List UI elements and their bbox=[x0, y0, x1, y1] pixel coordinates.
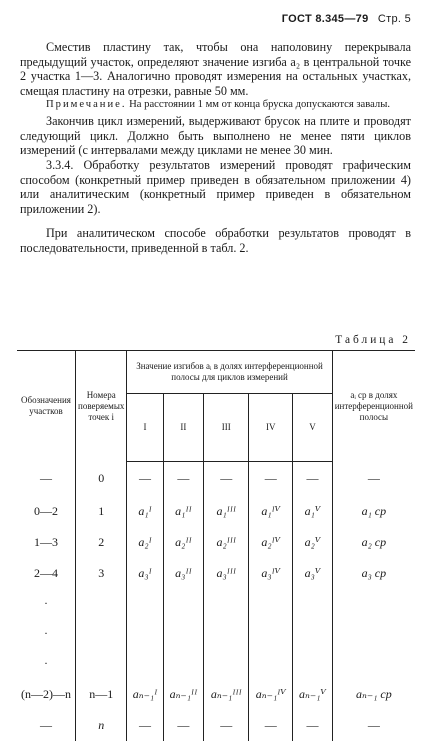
cell-section: (n—2)—n bbox=[17, 679, 76, 710]
cell-mean: a₁ ср bbox=[361, 503, 387, 518]
cell-value: aₙ₋₁ᴵⱽ bbox=[249, 679, 293, 710]
table-caption: Таблица 2 bbox=[335, 334, 411, 346]
cell-value: a₃ᴵᴵᴵ bbox=[204, 558, 249, 589]
header-cycle-1: I bbox=[127, 394, 163, 462]
cell-mean: a₃ ср bbox=[361, 565, 387, 580]
cell-section: — bbox=[17, 462, 76, 496]
cell-value: — bbox=[249, 462, 293, 496]
cell-section: · bbox=[17, 619, 76, 649]
cell-section: · bbox=[17, 649, 76, 679]
cell-value: — bbox=[249, 710, 293, 741]
cell-point: n bbox=[76, 710, 127, 741]
cell-value: — bbox=[127, 462, 163, 496]
cell-value: a₃ᴵ bbox=[127, 558, 163, 589]
cell-mean: — bbox=[367, 471, 380, 485]
header-cycle-4: IV bbox=[249, 394, 293, 462]
header-sections: Обозначения участков bbox=[17, 351, 76, 462]
cell-point: 3 bbox=[76, 558, 127, 589]
cell-value: — bbox=[293, 710, 333, 741]
cell-section: — bbox=[17, 710, 76, 741]
cell-mean: a₂ ср bbox=[361, 534, 387, 549]
cell-value: a₁ⱽ bbox=[293, 496, 333, 527]
cell-value: — bbox=[163, 462, 204, 496]
cell-section: · bbox=[17, 589, 76, 619]
header-cycle-group: Значение изгибов aᵢ в долях интерференционной полосы для циклов измерений bbox=[127, 351, 332, 394]
cell-value: aₙ₋₁ⱽ bbox=[293, 679, 333, 710]
cell-value: a₁ᴵⱽ bbox=[249, 496, 293, 527]
cell-section: 1—3 bbox=[17, 527, 76, 558]
results-table bbox=[17, 350, 415, 741]
cell-section: 0—2 bbox=[17, 496, 76, 527]
note-label: Примечание. bbox=[46, 99, 127, 110]
cell-value: a₂ᴵⱽ bbox=[249, 527, 293, 558]
cell-value: a₃ᴵᴵ bbox=[163, 558, 204, 589]
table-row bbox=[17, 619, 415, 649]
cell-value: aₙ₋₁ᴵ bbox=[127, 679, 163, 710]
cell-section: 2—4 bbox=[17, 558, 76, 589]
cell-point: 0 bbox=[76, 462, 127, 496]
cell-value: aₙ₋₁ᴵᴵᴵ bbox=[204, 679, 249, 710]
cell-value: aₙ₋₁ᴵᴵ bbox=[163, 679, 204, 710]
paragraph-4: При аналитическом способе обработки результатов проводят в последовательности, приведенной в табл. 2. bbox=[20, 226, 411, 255]
paragraph-3: 3.3.4. Обработку результатов измерений проводят графическим способом (конкретный пример приведен в обязательном приложении 4) или аналитическим (конкретный пример приведен в обязательном приложении 2). bbox=[20, 158, 411, 216]
cell-value: — bbox=[163, 710, 204, 741]
cell-value: a₂ⱽ bbox=[293, 527, 333, 558]
cell-value: — bbox=[204, 462, 249, 496]
table-row bbox=[17, 589, 415, 619]
note bbox=[20, 98, 411, 111]
table-row bbox=[17, 496, 415, 527]
header-cycle-2: II bbox=[163, 394, 204, 462]
header-cycle-3: III bbox=[204, 394, 249, 462]
paragraph-1: Сместив пластину так, чтобы она наполовину перекрывала предыдущий участок, определяют значение изгиба a₂ в центральной точке 2 участка 1—3. Аналогично проводят измерения на остальных участках, смещая пластину на отрезки, равные 50 мм. bbox=[20, 40, 411, 98]
paragraph-2: Закончив цикл измерений, выдерживают брусок на плите и проводят следующий цикл. Должно быть выполнено не менее пяти циклов измерений (с интервалами между циклами не менее 30 мин. bbox=[20, 114, 411, 158]
cell-value: a₂ᴵ bbox=[127, 527, 163, 558]
cell-value: a₃ᴵⱽ bbox=[249, 558, 293, 589]
table-row bbox=[17, 679, 415, 710]
page-header bbox=[282, 13, 411, 25]
table-row bbox=[17, 649, 415, 679]
cell-value: — bbox=[293, 462, 333, 496]
table-row bbox=[17, 462, 415, 496]
header-points: Номера поверяемых точек i bbox=[76, 351, 127, 462]
page-number: Стр. 5 bbox=[377, 13, 411, 25]
cell-point: 2 bbox=[76, 527, 127, 558]
standard-title: ГОСТ 8.345—79 bbox=[281, 13, 369, 25]
cell-value: a₃ⱽ bbox=[293, 558, 333, 589]
cell-value: — bbox=[127, 710, 163, 741]
cell-point: n—1 bbox=[76, 679, 127, 710]
note-text: На расстоянии 1 мм от конца бруска допускаются завалы. bbox=[129, 99, 390, 110]
cell-mean: aₙ₋₁ ср bbox=[356, 686, 392, 701]
cell-mean: — bbox=[367, 717, 380, 732]
header-mean: aᵢ ср в долях интерференционной полосы bbox=[332, 351, 415, 462]
table-row bbox=[17, 558, 415, 589]
table-row bbox=[17, 527, 415, 558]
cell-value: a₂ᴵᴵᴵ bbox=[204, 527, 249, 558]
cell-value: a₁ᴵ bbox=[127, 496, 163, 527]
table-row bbox=[17, 710, 415, 741]
header-cycle-5: V bbox=[293, 394, 333, 462]
cell-point: 1 bbox=[76, 496, 127, 527]
cell-value: a₂ᴵᴵ bbox=[163, 527, 204, 558]
cell-value: a₁ᴵᴵᴵ bbox=[204, 496, 249, 527]
cell-value: a₁ᴵᴵ bbox=[163, 496, 204, 527]
cell-value: — bbox=[204, 710, 249, 741]
